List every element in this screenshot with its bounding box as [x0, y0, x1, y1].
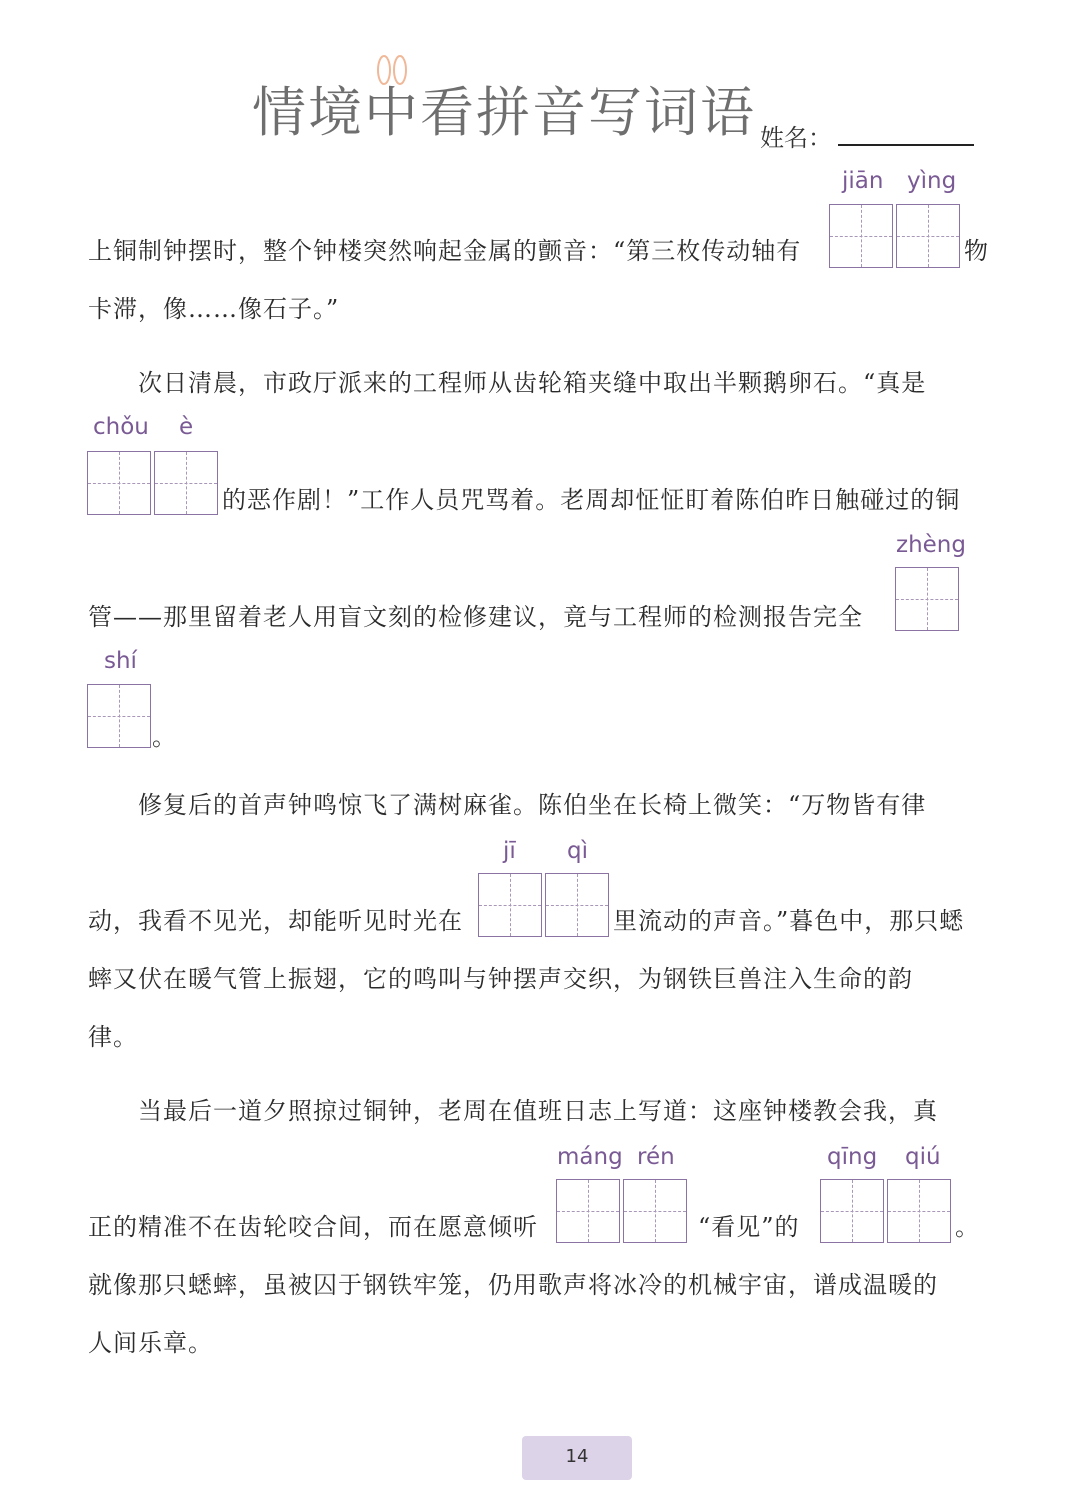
text-line: “看见”的 — [698, 1213, 800, 1241]
answer-box[interactable] — [87, 684, 151, 748]
text-line: 次日清晨，市政厅派来的工程师从齿轮箱夹缝中取出半颗鹅卵石。“真是 — [138, 369, 927, 397]
text-line: 动，我看不见光，却能听见时光在 — [88, 907, 463, 935]
pinyin-ren: rén — [637, 1144, 675, 1170]
pinyin-qiu: qiú — [905, 1144, 941, 1170]
worksheet-title: 情境中看拼音写词语 — [252, 81, 756, 144]
answer-box[interactable] — [154, 451, 218, 515]
text-line: 上铜制钟摆时，整个钟楼突然响起金属的颤音：“第三枚传动轴有 — [88, 237, 802, 265]
text-line: 物 — [964, 237, 989, 265]
text-line: 的恶作剧！”工作人员咒骂着。老周却怔怔盯着陈伯昨日触碰过的铜 — [222, 486, 961, 514]
pinyin-shi: shí — [104, 648, 137, 674]
name-label: 姓名： — [760, 124, 832, 152]
answer-box[interactable] — [896, 204, 960, 268]
answer-box[interactable] — [87, 451, 151, 515]
answer-box[interactable] — [820, 1179, 884, 1243]
text-line: 修复后的首声钟鸣惊飞了满树麻雀。陈伯坐在长椅上微笑：“万物皆有律 — [138, 791, 927, 819]
pinyin-chou: chǒu — [93, 414, 149, 440]
pinyin-qing: qīng — [827, 1144, 878, 1170]
name-input-line[interactable] — [838, 144, 974, 146]
text-line: 正的精准不在齿轮咬合间，而在愿意倾听 — [88, 1213, 538, 1241]
text-line: 律。 — [88, 1023, 138, 1051]
answer-box[interactable] — [895, 567, 959, 631]
answer-box[interactable] — [556, 1179, 620, 1243]
pinyin-mang: máng — [557, 1144, 623, 1170]
pinyin-ji: jī — [503, 838, 516, 864]
text-line: 里流动的声音。”暮色中，那只蟋 — [613, 907, 965, 935]
page-number: 14 — [565, 1446, 589, 1467]
answer-box[interactable] — [545, 873, 609, 937]
text-line: 。 — [955, 1213, 980, 1241]
text-line: 。 — [152, 723, 177, 751]
text-line: 人间乐章。 — [88, 1329, 213, 1357]
text-line: 管——那里留着老人用盲文刻的检修建议，竟与工程师的检测报告完全 — [88, 603, 863, 631]
text-line: 当最后一道夕照掠过铜钟，老周在值班日志上写道：这座钟楼教会我，真 — [138, 1097, 938, 1125]
pinyin-zheng: zhèng — [896, 532, 966, 558]
text-line: 就像那只蟋蟀，虽被囚于钢铁牢笼，仍用歌声将冰冷的机械宇宙，谱成温暖的 — [88, 1271, 938, 1299]
bunny-ears-decoration — [370, 52, 418, 92]
text-line: 蟀又伏在暖气管上振翅，它的鸣叫与钟摆声交织，为钢铁巨兽注入生命的韵 — [88, 965, 913, 993]
text-line: 卡滞，像……像石子。” — [88, 295, 340, 323]
pinyin-jian: jiān — [842, 168, 884, 194]
answer-box[interactable] — [887, 1179, 951, 1243]
answer-box[interactable] — [478, 873, 542, 937]
answer-box[interactable] — [829, 204, 893, 268]
pinyin-ying: yìng — [907, 168, 957, 194]
pinyin-e: è — [179, 414, 194, 440]
pinyin-qi: qì — [567, 838, 588, 864]
answer-box[interactable] — [623, 1179, 687, 1243]
